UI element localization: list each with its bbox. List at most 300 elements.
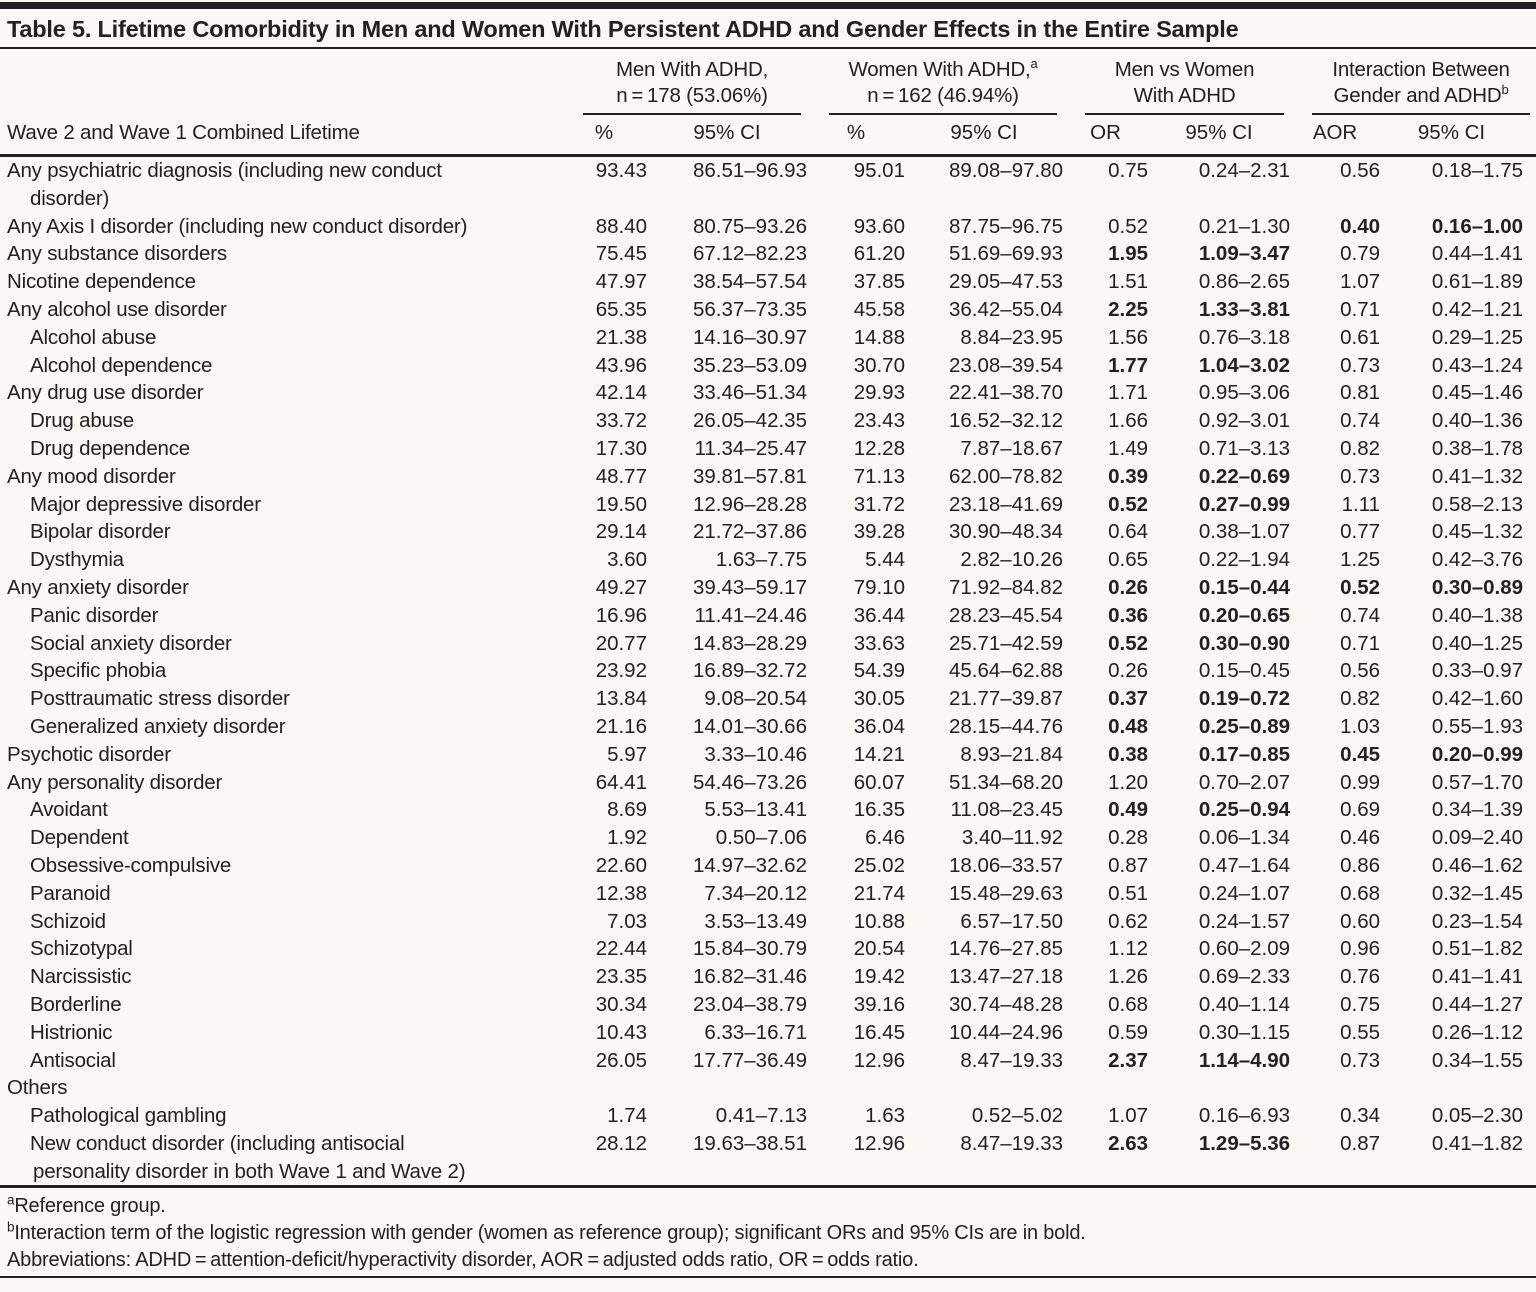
comorbidity-table (0, 49, 1536, 1188)
cell: 56.37–73.35 (692, 297, 807, 321)
cell: 1.07 (1108, 1104, 1149, 1128)
cell: 26.05 (595, 1048, 647, 1072)
cell: 1.77 (1108, 353, 1149, 377)
cell: 0.38 (1108, 742, 1149, 766)
cell: 13.47–27.18 (949, 965, 1064, 989)
row-label: Schizoid (30, 909, 106, 933)
row-label: Drug abuse (30, 409, 134, 433)
cell: 0.33–0.97 (1431, 659, 1524, 683)
cell: 71.13 (853, 464, 905, 488)
cell: 16.45 (853, 1020, 905, 1044)
cell: 23.92 (595, 659, 647, 683)
cell: 39.43–59.17 (692, 575, 807, 599)
cell: 29.05–47.53 (949, 270, 1064, 294)
cell: 0.43–1.24 (1431, 353, 1524, 377)
cell: 0.57–1.70 (1431, 770, 1524, 794)
row-label: Alcohol abuse (30, 325, 157, 349)
cell: 0.30–0.89 (1431, 575, 1524, 599)
cell: 14.97–32.62 (692, 853, 807, 877)
cell: 0.65 (1108, 548, 1149, 572)
cell: 37.85 (853, 270, 905, 294)
cell: 21.72–37.86 (692, 520, 807, 544)
cell: 10.43 (595, 1020, 647, 1044)
cell: 29.93 (853, 381, 905, 405)
row-label: Any alcohol use disorder (7, 297, 227, 321)
cell: 25.71–42.59 (949, 631, 1064, 655)
cell: 28.23–45.54 (949, 603, 1064, 627)
cell: 0.69–2.33 (1198, 965, 1291, 989)
cell: 0.69 (1340, 798, 1381, 822)
table-row (0, 685, 1536, 713)
cell: 0.71 (1340, 631, 1381, 655)
cell: 0.30–0.90 (1198, 631, 1291, 655)
row-label: Social anxiety disorder (30, 631, 232, 655)
cell: 0.51 (1108, 881, 1149, 905)
cell (807, 1074, 905, 1102)
cell: 0.46 (1340, 826, 1381, 850)
cell: 0.40–1.38 (1431, 603, 1524, 627)
cell: 0.26 (1108, 659, 1149, 683)
table-row (0, 156, 1536, 213)
cell: 1.12 (1108, 937, 1149, 961)
cell: 88.40 (595, 214, 647, 238)
cell: 23.04–38.79 (692, 992, 807, 1016)
cell: 11.08–23.45 (950, 798, 1064, 822)
cell: 30.34 (595, 992, 647, 1016)
cell: 0.87 (1340, 1131, 1381, 1155)
cell: 3.33–10.46 (704, 742, 807, 766)
cell: 0.21–1.30 (1198, 214, 1291, 238)
table-row (0, 908, 1536, 936)
cell: 0.19–0.72 (1198, 687, 1291, 711)
cell: 0.52 (1108, 214, 1149, 238)
cell: 0.22–0.69 (1198, 464, 1291, 488)
cell: 93.43 (595, 159, 647, 182)
stub-spacer (0, 49, 561, 115)
cell (1063, 1074, 1148, 1102)
cell: 0.52 (1108, 492, 1149, 516)
cell: 0.58–2.13 (1431, 492, 1524, 516)
cell: 0.29–1.25 (1431, 325, 1524, 349)
superscript: a (1030, 56, 1038, 72)
cell: 49.27 (595, 575, 647, 599)
cell: 0.44–1.27 (1431, 992, 1524, 1016)
cell: 0.61 (1340, 325, 1381, 349)
cell (1148, 1074, 1290, 1102)
cell: 6.33–16.71 (704, 1020, 807, 1044)
row-label: Histrionic (30, 1020, 113, 1044)
table-row (0, 657, 1536, 685)
table-row (0, 324, 1536, 352)
cell: 8.84–23.95 (960, 325, 1064, 349)
table-row (0, 991, 1536, 1019)
cell: 6.57–17.50 (960, 909, 1064, 933)
cell: 0.68 (1340, 881, 1381, 905)
cell: 14.21 (853, 742, 905, 766)
table-row (0, 407, 1536, 435)
cell: 0.95–3.06 (1198, 381, 1291, 405)
table-title: Table 5. Lifetime Comorbidity in Men and Women With Persistent ADHD and Gender Effects in the Entire Sample (0, 9, 1536, 49)
cell: 0.15–0.44 (1198, 575, 1291, 599)
cell: 18.06–33.57 (949, 853, 1064, 877)
cell: 33.46–51.34 (692, 381, 807, 405)
cell: 0.40–1.25 (1431, 631, 1524, 655)
table-row (0, 491, 1536, 519)
row-label: Borderline (30, 992, 122, 1016)
cell: 1.09–3.47 (1198, 242, 1291, 266)
cell: 8.93–21.84 (960, 742, 1064, 766)
cell: 0.20–0.65 (1198, 603, 1291, 627)
cell: 0.32–1.45 (1431, 881, 1524, 905)
group-header-row (0, 49, 1536, 115)
row-label: Nicotine dependence (7, 270, 196, 294)
cell: 22.41–38.70 (949, 381, 1064, 405)
cell: 0.45–1.32 (1431, 520, 1524, 544)
cell: 36.42–55.04 (949, 297, 1064, 321)
cell: 39.16 (853, 992, 905, 1016)
cell: 0.22–1.94 (1198, 548, 1291, 572)
stub-header: Wave 2 and Wave 1 Combined Lifetime (0, 115, 561, 156)
cell: 0.20–0.99 (1431, 742, 1524, 766)
cell (561, 1074, 647, 1102)
cell: 7.34–20.12 (704, 881, 807, 905)
cell: 21.16 (595, 714, 647, 738)
cell: 0.73 (1340, 1048, 1381, 1072)
table-row (0, 880, 1536, 908)
cell: 33.72 (595, 409, 647, 433)
cell: 0.47–1.64 (1198, 853, 1291, 877)
table-header (0, 49, 1536, 156)
cell: 0.16–6.93 (1198, 1104, 1291, 1128)
cell: 0.77 (1340, 520, 1381, 544)
cell: 0.76–3.18 (1198, 325, 1291, 349)
table-row (0, 1130, 1536, 1187)
cell: 10.88 (853, 909, 905, 933)
row-label: Any psychiatric diagnosis (including new conduct disorder) (7, 159, 442, 210)
cell: 5.97 (607, 742, 647, 766)
row-label: Narcissistic (30, 965, 132, 989)
cell: 14.01–30.66 (692, 714, 807, 738)
cell: 1.03 (1340, 714, 1381, 738)
table-row (0, 713, 1536, 741)
cell: 0.68 (1108, 992, 1149, 1016)
cell (647, 1074, 807, 1102)
cell: 8.47–19.33 (960, 1131, 1064, 1155)
cell: 1.33–3.81 (1198, 297, 1291, 321)
table-row (0, 963, 1536, 991)
row-label: Dysthymia (30, 548, 124, 572)
table-row (0, 1102, 1536, 1130)
cell: 0.96 (1340, 937, 1381, 961)
row-label: Major depressive disorder (30, 492, 261, 516)
cell: 0.50–7.06 (715, 826, 807, 850)
cell: 54.46–73.26 (692, 770, 807, 794)
cell: 0.36 (1108, 603, 1149, 627)
cell: 0.46–1.62 (1431, 853, 1524, 877)
cell: 0.16–1.00 (1431, 214, 1524, 238)
cell: 8.47–19.33 (960, 1048, 1064, 1072)
cell: 65.35 (595, 297, 647, 321)
cell: 23.18–41.69 (949, 492, 1064, 516)
col-header-women-pct: % (807, 115, 905, 156)
cell: 0.41–1.32 (1431, 464, 1524, 488)
table-row (0, 463, 1536, 491)
cell: 17.30 (595, 436, 647, 460)
cell: 0.40–1.14 (1198, 992, 1291, 1016)
cell: 0.15–0.45 (1198, 659, 1291, 683)
cell: 11.34–25.47 (694, 436, 807, 460)
row-label: Posttraumatic stress disorder (30, 687, 290, 711)
cell: 1.11 (1341, 492, 1381, 516)
cell: 1.29–5.36 (1198, 1131, 1291, 1155)
table-row (0, 630, 1536, 658)
cell: 0.34–1.55 (1431, 1048, 1524, 1072)
cell: 0.48 (1108, 714, 1149, 738)
cell: 0.71 (1340, 297, 1381, 321)
cell: 79.10 (853, 575, 905, 599)
table-row (0, 379, 1536, 407)
cell: 54.39 (853, 659, 905, 683)
table-row (0, 824, 1536, 852)
row-label: Any drug use disorder (7, 381, 204, 405)
cell: 2.25 (1108, 297, 1149, 321)
cell: 0.75 (1340, 992, 1381, 1016)
row-label: Specific phobia (30, 659, 167, 683)
table-row (0, 574, 1536, 602)
cell: 3.53–13.49 (704, 909, 807, 933)
row-label: Any substance disorders (7, 242, 227, 266)
col-header-or-ci: 95% CI (1148, 115, 1290, 156)
table-row (0, 518, 1536, 546)
cell: 0.30–1.15 (1198, 1020, 1291, 1044)
cell: 17.77–36.49 (692, 1048, 807, 1072)
cell: 30.74–48.28 (949, 992, 1064, 1016)
cell: 0.28 (1108, 826, 1149, 850)
cell: 1.26 (1108, 965, 1149, 989)
cell: 0.92–3.01 (1198, 409, 1291, 433)
cell: 67.12–82.23 (692, 242, 807, 266)
cell: 16.35 (853, 798, 905, 822)
cell: 0.24–1.57 (1198, 909, 1291, 933)
cell: 12.96 (853, 1131, 905, 1155)
cell: 30.70 (853, 353, 905, 377)
cell: 0.34 (1340, 1104, 1381, 1128)
cell: 0.56 (1340, 659, 1381, 683)
subcolumn-header-row (0, 115, 1536, 156)
cell: 0.23–1.54 (1431, 909, 1524, 933)
table-row (0, 602, 1536, 630)
cell: 0.86 (1340, 853, 1381, 877)
row-label: Obsessive-compulsive (30, 853, 232, 877)
cell: 0.70–2.07 (1198, 770, 1291, 794)
cell: 8.69 (607, 798, 647, 822)
cell: 86.51–96.93 (692, 159, 807, 182)
cell: 22.60 (595, 853, 647, 877)
cell: 12.28 (853, 436, 905, 460)
cell: 87.75–96.75 (949, 214, 1064, 238)
row-label: New conduct disorder (including antisocial personality disorder in both Wave 1 and Wave 2) (30, 1131, 466, 1183)
cell: 0.25–0.89 (1198, 714, 1291, 738)
cell: 0.27–0.99 (1198, 492, 1291, 516)
row-label: Dependent (30, 826, 129, 850)
table-row (0, 796, 1536, 824)
cell: 7.03 (607, 909, 647, 933)
row-label: Avoidant (30, 798, 108, 822)
cell: 64.41 (595, 770, 647, 794)
col-header-or: OR (1063, 115, 1148, 156)
cell: 12.96–28.28 (692, 492, 807, 516)
row-label: Antisocial (30, 1048, 116, 1072)
superscript: a (7, 1192, 15, 1208)
cell: 0.74 (1340, 409, 1381, 433)
cell: 14.88 (853, 325, 905, 349)
cell: 1.20 (1108, 770, 1149, 794)
cell: 1.95 (1108, 242, 1149, 266)
cell: 30.90–48.34 (949, 520, 1064, 544)
row-label: Others (7, 1076, 68, 1100)
cell: 0.42–1.21 (1431, 297, 1524, 321)
row-label: Any mood disorder (7, 464, 176, 488)
cell: 0.60–2.09 (1198, 937, 1291, 961)
cell: 7.87–18.67 (960, 436, 1064, 460)
row-label: Drug dependence (30, 436, 190, 460)
cell: 21.77–39.87 (949, 687, 1064, 711)
footnotes (0, 1188, 1536, 1278)
cell: 1.66 (1108, 409, 1149, 433)
cell: 0.99 (1340, 770, 1381, 794)
cell: 19.50 (595, 492, 647, 516)
cell: 51.69–69.93 (949, 242, 1064, 266)
row-label: Psychotic disorder (7, 742, 171, 766)
col-group-men-adhd: Men With ADHD, n = 178 (53.06%) (561, 49, 807, 115)
cell: 0.87 (1108, 853, 1149, 877)
cell: 61.20 (853, 242, 905, 266)
cell: 36.44 (853, 603, 905, 627)
cell (1290, 1074, 1380, 1102)
cell: 35.23–53.09 (692, 353, 807, 377)
row-label: Generalized anxiety disorder (30, 714, 286, 738)
cell: 0.41–1.41 (1431, 965, 1524, 989)
cell: 43.96 (595, 353, 647, 377)
cell: 1.74 (607, 1104, 647, 1128)
cell: 0.44–1.41 (1431, 242, 1524, 266)
row-label: Any Axis I disorder (including new conduct disorder) (7, 214, 468, 238)
cell: 60.07 (853, 770, 905, 794)
top-rule-bar (0, 2, 1536, 9)
cell: 48.77 (595, 464, 647, 488)
cell: 51.34–68.20 (949, 770, 1064, 794)
cell: 80.75–93.26 (692, 214, 807, 238)
row-label: Schizotypal (30, 937, 133, 961)
superscript: b (1501, 81, 1509, 97)
table-row (0, 240, 1536, 268)
cell: 1.63 (865, 1104, 905, 1128)
cell: 9.08–20.54 (704, 687, 807, 711)
cell: 42.14 (595, 381, 647, 405)
cell: 71.92–84.82 (949, 575, 1064, 599)
cell: 47.97 (595, 270, 647, 294)
cell: 0.56 (1340, 159, 1381, 182)
cell: 0.09–2.40 (1431, 826, 1524, 850)
cell: 3.60 (607, 548, 647, 572)
cell: 16.96 (595, 603, 647, 627)
cell: 26.05–42.35 (692, 409, 807, 433)
row-label: Any anxiety disorder (7, 575, 189, 599)
table-body (0, 156, 1536, 1187)
cell: 1.92 (607, 826, 647, 850)
cell: 0.26 (1108, 575, 1149, 599)
col-group-men-vs-women: Men vs Women With ADHD (1063, 49, 1290, 115)
cell (905, 1074, 1063, 1102)
cell: 0.25–0.94 (1198, 798, 1291, 822)
cell: 1.71 (1108, 381, 1149, 405)
cell: 25.02 (853, 853, 905, 877)
cell: 23.43 (853, 409, 905, 433)
cell: 0.75 (1108, 159, 1149, 182)
cell: 0.64 (1108, 520, 1149, 544)
cell: 0.82 (1340, 436, 1381, 460)
cell: 0.06–1.34 (1198, 826, 1291, 850)
cell: 0.38–1.78 (1431, 436, 1524, 460)
cell: 3.40–11.92 (961, 826, 1064, 850)
cell: 16.82–31.46 (692, 965, 807, 989)
table-row (0, 1019, 1536, 1047)
cell: 93.60 (853, 214, 905, 238)
footnote-interaction-term: $^b$Interaction term of the logistic regression with gender (women as reference group); significant ORs and 95% CIs are in bold. (7, 1219, 1086, 1245)
cell: 0.26–1.12 (1431, 1020, 1524, 1044)
cell: 0.45–1.46 (1431, 381, 1524, 405)
cell: 0.40–1.36 (1431, 409, 1524, 433)
cell: 39.81–57.81 (692, 464, 807, 488)
cell: 14.83–28.29 (692, 631, 807, 655)
cell: 5.44 (865, 548, 905, 572)
col-group-interaction: Interaction Between Gender and ADHD$^b$ (1290, 49, 1536, 115)
cell: 19.63–38.51 (692, 1131, 807, 1155)
cell: 0.51–1.82 (1431, 937, 1524, 961)
cell: 0.61–1.89 (1431, 270, 1524, 294)
cell: 0.73 (1340, 353, 1381, 377)
cell: 62.00–78.82 (949, 464, 1064, 488)
col-header-women-ci: 95% CI (905, 115, 1063, 156)
cell: 15.84–30.79 (692, 937, 807, 961)
cell: 0.42–1.60 (1431, 687, 1524, 711)
cell: 1.49 (1108, 436, 1149, 460)
cell: 20.77 (595, 631, 647, 655)
cell: 0.41–7.13 (715, 1104, 807, 1128)
table-row (0, 1074, 1536, 1102)
cell: 0.82 (1340, 687, 1381, 711)
cell: 31.72 (853, 492, 905, 516)
cell: 0.18–1.75 (1431, 159, 1524, 182)
cell: 1.25 (1340, 548, 1381, 572)
cell: 5.53–13.41 (704, 798, 807, 822)
cell: 0.38–1.07 (1198, 520, 1291, 544)
cell: 23.08–39.54 (949, 353, 1064, 377)
cell: 45.64–62.88 (949, 659, 1064, 683)
cell: 1.51 (1108, 270, 1149, 294)
col-header-men-pct: % (561, 115, 647, 156)
cell: 12.96 (853, 1048, 905, 1072)
cell: 2.63 (1108, 1131, 1149, 1155)
cell: 11.41–24.46 (694, 603, 807, 627)
cell: 16.89–32.72 (692, 659, 807, 683)
cell: 14.16–30.97 (692, 325, 807, 349)
footnote-abbreviations: Abbreviations: ADHD = attention-deficit/hyperactivity disorder, AOR = adjusted odds ratio, OR = odds ratio. (7, 1249, 919, 1272)
cell: 23.35 (595, 965, 647, 989)
cell: 0.55–1.93 (1431, 714, 1524, 738)
col-header-aor-ci: 95% CI (1380, 115, 1536, 156)
cell: 0.45 (1340, 742, 1381, 766)
